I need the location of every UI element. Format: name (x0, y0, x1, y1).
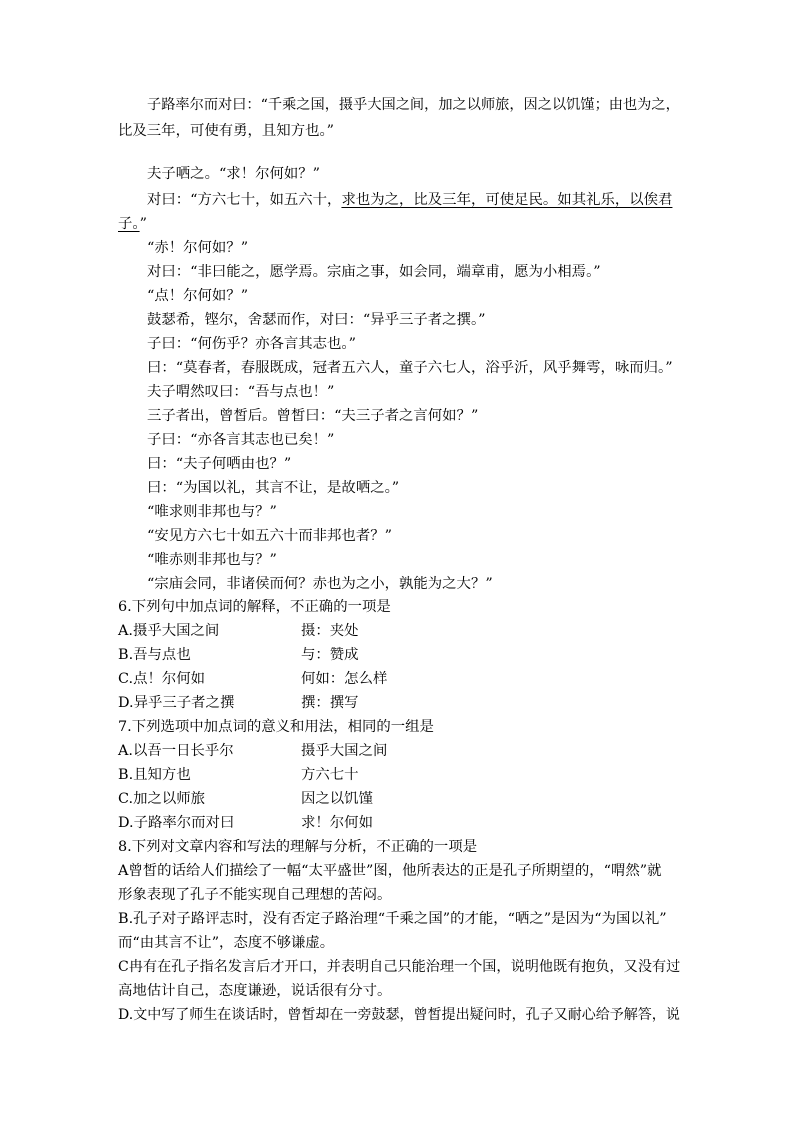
q7-option-b-right: 方六七十 (301, 767, 359, 783)
passage-p15: “唯求则非邦也与？” (147, 504, 277, 520)
passage-p13: 曰：“夫子何哂由也？” (147, 456, 292, 472)
passage-p5: 对曰：“非曰能之，愿学焉。宗庙之事，如会同，端章甫，愿为小相焉。” (147, 264, 601, 280)
underlined-sentence: 求也为之，比及三年，可使足民。如其礼乐，以俟君 (341, 192, 673, 208)
passage-p12: 子曰：“亦各言其志也已矣！” (147, 432, 335, 448)
passage-p6: “点！尔何如？” (147, 288, 249, 304)
q8-option-b-line2: 而“由其言不让”，态度不够谦虚。 (118, 935, 335, 951)
passage-p4: “赤！尔何如？” (147, 240, 249, 256)
q6-option-c-gloss: 何如：怎么样 (301, 671, 388, 687)
passage-p17: “唯赤则非邦也与？” (147, 552, 277, 568)
q7-option-a-left: A.以吾一日长乎尔 (118, 743, 234, 759)
passage-p11: 三子者出，曾皙后。曾皙曰：“夫三子者之言何如？” (147, 408, 479, 424)
q8-option-c-line2: 高地估计自己，态度谦逊，说话很有分寸。 (118, 983, 392, 999)
passage-p3-line2 (118, 215, 147, 233)
q8-option-d-line1: D.文中写了师生在谈话时，曾皙却在一旁鼓瑟，曾皙提出疑问时，孔子又耐心给予解答，说 (118, 1007, 680, 1023)
q8-option-c-line1: C冉有在孔子指名发言后才开口，并表明自己只能治理一个国，说明他既有抱负，又没有过 (118, 959, 681, 975)
q6-option-b-gloss: 与：赞成 (301, 647, 359, 663)
q7-option-c-right: 因之以饥馑 (301, 791, 373, 807)
passage-p3-close-quote: ” (139, 216, 147, 232)
passage-p14: 曰：“为国以礼，其言不让，是故哂之。” (147, 480, 400, 496)
passage-p16: “安见方六七十如五六十而非邦也者？” (147, 528, 392, 544)
passage-p1-line2: 比及三年，可使有勇，且知方也。” (118, 123, 335, 139)
q6-option-d-gloss: 撰：撰写 (301, 695, 359, 711)
q6-option-b-text: B.吾与点也 (118, 647, 191, 663)
q7-option-d-left: D.子路率尔而对曰 (118, 815, 235, 831)
q7-option-b-left: B.且知方也 (118, 767, 191, 783)
q6-option-d-text: D.异乎三子者之撰 (118, 695, 235, 711)
passage-p18: “宗庙会同，非诸侯而何？赤也为之小，孰能为之大？” (147, 576, 493, 592)
q6-option-c-text: C.点！尔何如 (118, 671, 206, 687)
passage-p7: 鼓瑟希，铿尔，舍瑟而作，对曰：“异乎三子者之撰。” (147, 312, 486, 328)
q6-option-a-text: A.摄乎大国之间 (118, 623, 220, 639)
q7-stem: 7.下列选项中加点词的意义和用法，相同的一组是 (118, 719, 434, 735)
q7-option-d-right: 求！尔何如 (301, 815, 373, 831)
passage-p10: 夫子喟然叹曰：“吾与点也！” (147, 384, 335, 400)
passage-p8: 子曰：“何伤乎？亦各言其志也。” (147, 336, 356, 352)
q8-option-a-line1: A曾皙的话给人们描绘了一幅“太平盛世”图，他所表达的正是孔子所期望的，“喟然”就 (118, 863, 662, 879)
passage-p1-line1: 子路率尔而对曰：“千乘之国，摄乎大国之间，加之以师旅，因之以饥馑；由也为之， (147, 97, 680, 113)
q6-stem: 6.下列句中加点词的解释，不正确的一项是 (118, 599, 391, 615)
underlined-sentence-end: 子。 (118, 216, 140, 232)
passage-p9: 曰：“莫春者，春服既成，冠者五六人，童子六七人，浴乎沂，风乎舞雩，咏而归。” (147, 360, 673, 376)
q8-option-a-line2: 形象表现了孔子不能实现自己理想的苦闷。 (118, 887, 392, 903)
q8-option-b-line1: B.孔子对子路评志时，没有否定子路治理“千乘之国”的才能，“哂之”是因为“为国以礼” (118, 911, 667, 927)
passage-p3-line1 (147, 191, 672, 209)
q7-option-a-right: 摄乎大国之间 (301, 743, 388, 759)
passage-p3-plain: 对曰：“方六七十，如五六十， (147, 192, 342, 208)
passage-p2: 夫子哂之。“求！尔何如？” (147, 166, 321, 182)
q7-option-c-left: C.加之以师旅 (118, 791, 206, 807)
q8-stem: 8.下列对文章内容和写法的理解与分析，不正确的一项是 (118, 839, 478, 855)
q6-option-a-gloss: 摄：夹处 (301, 623, 359, 639)
